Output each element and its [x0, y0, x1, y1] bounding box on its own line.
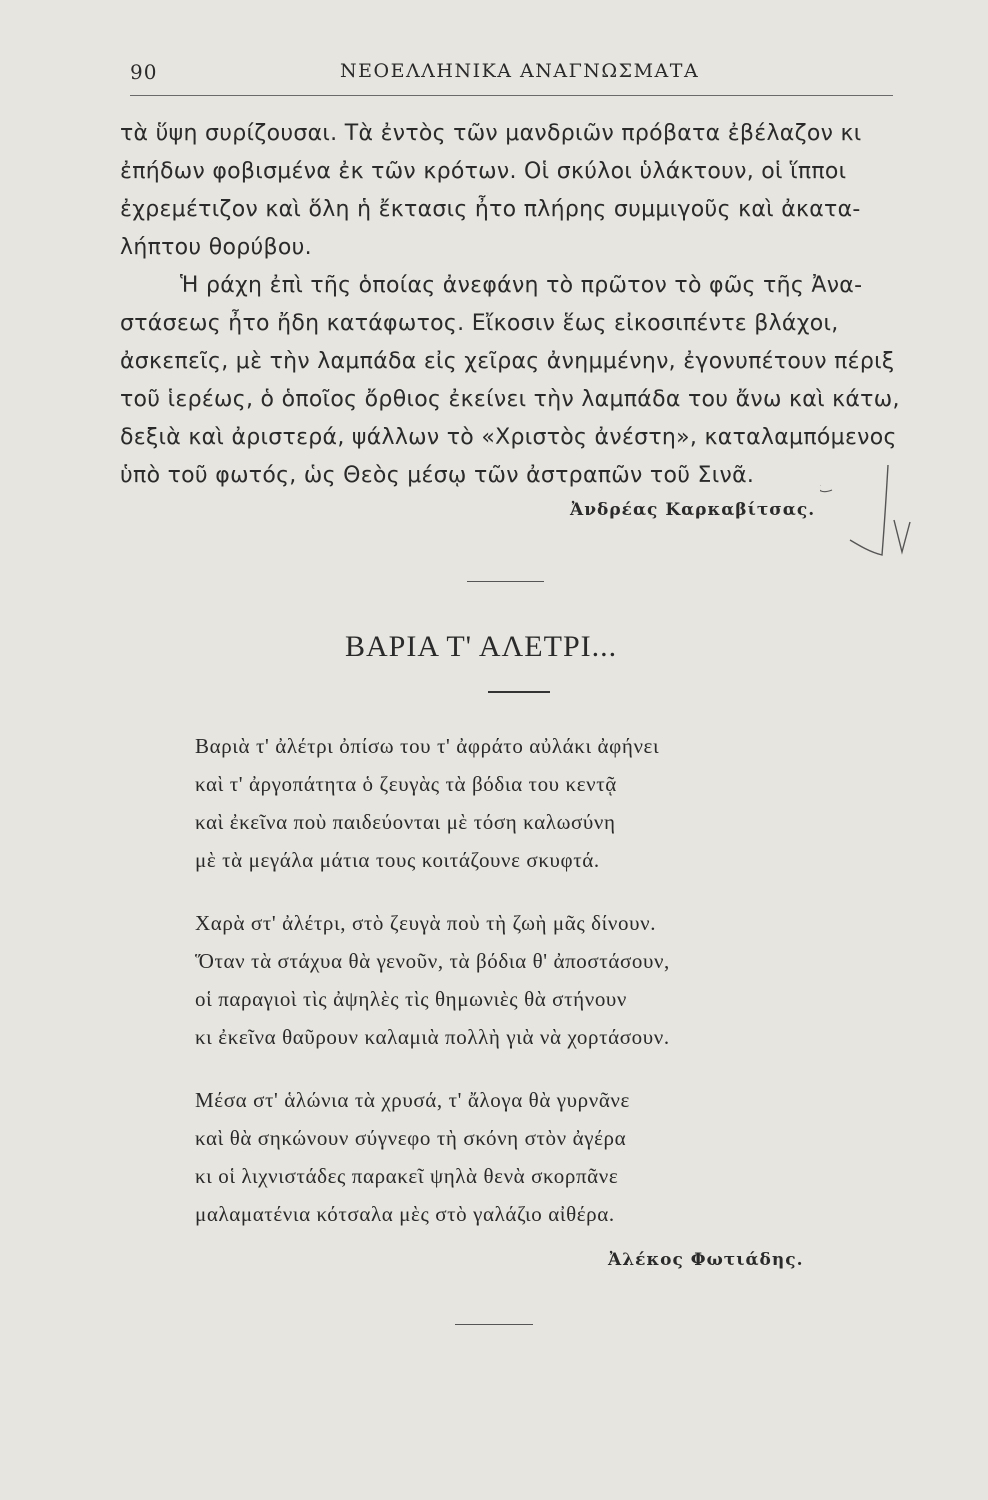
title-rule	[488, 691, 550, 693]
verse-line: κι οἱ λιχνιστάδες παρακεῖ ψηλὰ θενὰ σκορπᾶνε	[195, 1164, 619, 1188]
stanza	[195, 904, 670, 1056]
section-divider	[455, 1324, 533, 1325]
verse-line: μὲ τὰ μεγάλα μάτια τους κοιτάζουνε σκυφτά.	[195, 848, 600, 872]
section-divider	[467, 581, 544, 582]
header-rule	[130, 95, 893, 96]
verse-line: οἱ παραγιοὶ τὶς ἀψηλὲς τὶς θημωνιὲς θὰ στήνουν	[195, 987, 628, 1011]
verse-line: Μέσα στ' ἁλώνια τὰ χρυσά, τ' ἄλογα θὰ γυρνᾶνε	[195, 1088, 630, 1112]
poem-signature: Ἀλέκος Φωτιάδης.	[608, 1250, 804, 1270]
stanza	[195, 1081, 670, 1233]
prose-line: ἀσκεπεῖς, μὲ τὴν λαμπάδα εἰς χεῖρας ἀνημμένην, ἐγονυπέτουν πέριξ	[120, 349, 895, 374]
verse-line: Βαριὰ τ' ἀλέτρι ὀπίσω του τ' ἀφράτο αὐλάκι ἀφήνει	[195, 734, 660, 758]
verse-line: κι ἐκεῖνα θαῦρουν καλαμιὰ πολλὴ γιὰ νὰ χορτάσουν.	[195, 1025, 670, 1049]
prose-block	[120, 115, 930, 495]
prose-line: Ἡ ράχη ἐπὶ τῆς ὁποίας ἀνεφάνη τὸ πρῶτον τὸ φῶς τῆς Ἀνα-	[180, 273, 863, 298]
running-title: ΝΕΟΕΛΛΗΝΙΚΑ ΑΝΑΓΝΩΣΜΑΤΑ	[340, 60, 700, 82]
prose-line: ἐχρεμέτιζον καὶ ὅλη ἡ ἔκτασις ἦτο πλήρης συμμιγοῦς καὶ ἀκατα-	[120, 197, 861, 222]
verse-line: Ὅταν τὰ στάχυα θὰ γενοῦν, τὰ βόδια θ' ἀποστάσουν,	[195, 949, 670, 973]
prose-line: τὰ ὕψη συρίζουσαι. Τὰ ἐντὸς τῶν μανδριῶν πρόβατα ἐβέλαζον κι	[120, 121, 862, 146]
pencil-mark-icon	[820, 460, 930, 570]
page-number: 90	[130, 60, 158, 84]
poem-body	[195, 727, 670, 1258]
prose-line: δεξιὰ καὶ ἀριστερά, ψάλλων τὸ «Χριστὸς ἀνέστη», καταλαμπόμενος	[120, 425, 897, 450]
poem-title: ΒΑΡΙΑ Τ' ΑΛΕΤΡΙ...	[345, 630, 618, 663]
prose-line: τοῦ ἱερέως, ὁ ὁποῖος ὄρθιος ἐκείνει τὴν λαμπάδα του ἄνω καὶ κάτω,	[120, 387, 900, 412]
verse-line: καὶ ἐκεῖνα ποὺ παιδεύονται μὲ τόση καλωσύνη	[195, 810, 616, 834]
verse-line: Χαρὰ στ' ἀλέτρι, στὸ ζευγὰ ποὺ τὴ ζωὴ μᾶς δίνουν.	[195, 911, 657, 935]
prose-line: ἐπήδων φοβισμένα ἐκ τῶν κρότων. Οἱ σκύλοι ὑλάκτουν, οἱ ἵπποι	[120, 159, 847, 184]
prose-line: στάσεως ἦτο ἤδη κατάφωτος. Εἴκοσιν ἕως εἰκοσιπέντε βλάχοι,	[120, 311, 839, 336]
prose-line: λήπτου θορύβου.	[120, 235, 312, 260]
prose-line: ὑπὸ τοῦ φωτός, ὡς Θεὸς μέσῳ τῶν ἀστραπῶν τοῦ Σινᾶ.	[120, 463, 755, 488]
verse-line: καὶ τ' ἀργοπάτητα ὁ ζευγὰς τὰ βόδια του κεντᾷ	[195, 772, 617, 796]
verse-line: μαλαματένια κότσαλα μὲς στὸ γαλάζιο αἰθέρα.	[195, 1202, 615, 1226]
prose-signature: Ἀνδρέας Καρκαβίτσας.	[570, 500, 816, 520]
stanza	[195, 727, 670, 879]
verse-line: καὶ θὰ σηκώνουν σύγνεφο τὴ σκόνη στὸν ἀγέρα	[195, 1126, 627, 1150]
